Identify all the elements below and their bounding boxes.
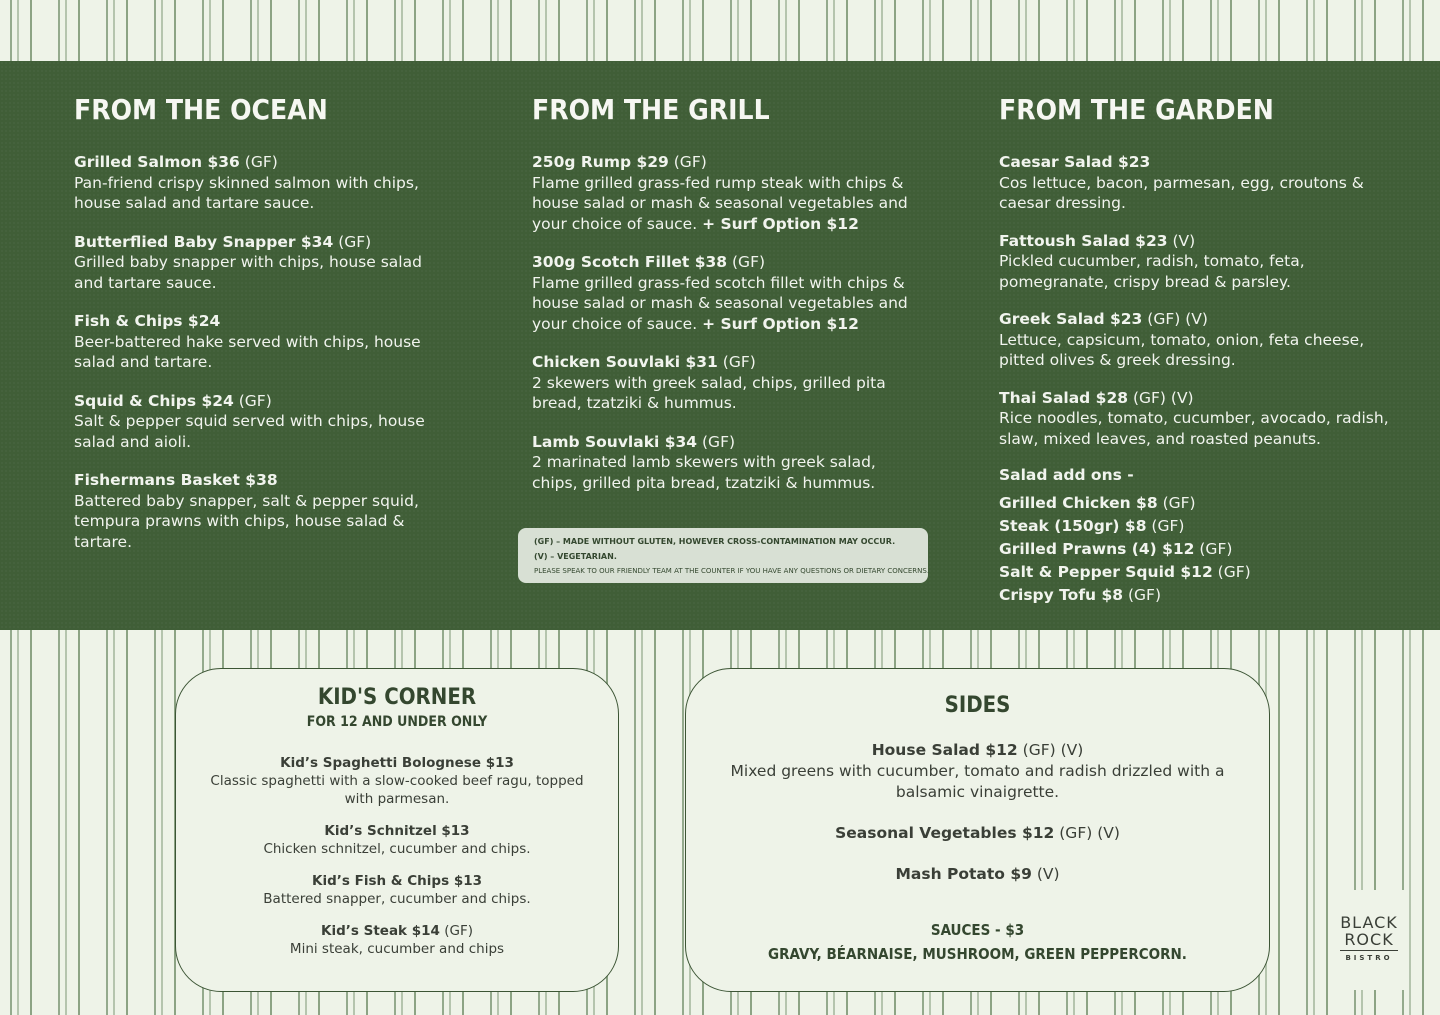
item-name: Kid’s Schnitzel $13 (324, 823, 470, 839)
addon-item (999, 561, 1399, 584)
addon-name: Grilled Chicken $8 (999, 494, 1158, 512)
item-desc: Pan-friend crispy skinned salmon with chips, house salad and tartare sauce. (74, 173, 419, 212)
note-v: (V) – VEGETARIAN. (534, 551, 617, 561)
item-tag: (GF) (439, 923, 473, 939)
grill-title: FROM THE GRILL (532, 93, 770, 126)
grill-section (532, 93, 922, 511)
item-desc: 2 skewers with greek salad, chips, grilled pita bread, tzatziki & hummus. (532, 373, 886, 412)
note-gf: (GF) – MADE WITHOUT GLUTEN, HOWEVER CROSS-CONTAMINATION MAY OCCUR. (534, 537, 896, 546)
sauces-title: SAUCES - $3 (930, 921, 1025, 939)
item-tag: (GF) (717, 353, 756, 371)
menu-item (999, 231, 1399, 293)
item-name: Lamb Souvlaki $34 (532, 432, 698, 451)
item-tag: (GF) (333, 232, 372, 251)
addon-name: Salt & Pepper Squid $12 (999, 563, 1213, 581)
item-tag: (GF) (697, 432, 736, 451)
sides-title: SIDES (944, 693, 1011, 718)
garden-section (999, 93, 1399, 607)
item-desc: Lettuce, capsicum, tomato, onion, feta cheese, pitted olives & greek dressing. (999, 330, 1365, 369)
item-name: House Salad $12 (871, 741, 1018, 759)
item-desc (532, 173, 922, 235)
item-name: Grilled Salmon $36 (74, 153, 240, 171)
item-name: Thai Salad $28 (999, 388, 1129, 407)
surf-option: + Surf Option $12 (702, 314, 859, 333)
kids-item (202, 822, 592, 858)
item-desc-text: Flame grilled grass-fed scotch fillet with chips & house salad or mash & seasonal vegetables and your choice of sauce. (532, 273, 908, 333)
item-desc: Battered baby snapper, salt & pepper squid, tempura prawns with chips, house salad & tartare. (74, 491, 419, 551)
menu-item (532, 352, 922, 414)
item-tag: (GF) (V) (1128, 388, 1194, 407)
item-tag: (GF) (239, 153, 278, 171)
sides-item (723, 823, 1233, 844)
addon-name: Steak (150gr) $8 (999, 517, 1147, 535)
addon-tag: (GF) (1146, 517, 1185, 535)
menu-item (532, 252, 922, 334)
menu-item (74, 232, 454, 294)
item-tag: (GF) (727, 253, 766, 271)
item-tag: (GF) (V) (1054, 824, 1120, 842)
item-name: Seasonal Vegetables $12 (835, 824, 1055, 842)
kids-subtitle: FOR 12 AND UNDER ONLY (306, 714, 488, 730)
item-name: Squid & Chips $24 (74, 391, 234, 410)
item-name: Kid’s Spaghetti Bolognese $13 (280, 755, 514, 771)
addon-item (999, 492, 1399, 515)
item-tag: (GF) (668, 153, 707, 171)
addon-item (999, 584, 1399, 607)
item-name: Fattoush Salad $23 (999, 231, 1168, 250)
surf-option: + Surf Option $12 (702, 214, 859, 233)
item-tag: (GF) (233, 391, 272, 410)
item-desc: Salt & pepper squid served with chips, house salad and aioli. (74, 412, 425, 451)
item-desc: Pickled cucumber, radish, tomato, feta, pomegranate, crispy bread & parsley. (999, 252, 1305, 291)
note-contact: PLEASE SPEAK TO OUR FRIENDLY TEAM AT THE COUNTER IF YOU HAVE ANY QUESTIONS OR DIETARY CONCERNS. (534, 567, 930, 575)
kids-item (202, 872, 592, 908)
addon-tag: (GF) (1194, 540, 1233, 558)
item-desc: Grilled baby snapper with chips, house salad and tartare sauce. (74, 253, 422, 292)
menu-item (999, 309, 1399, 371)
sides-item (723, 740, 1233, 803)
ocean-title: FROM THE OCEAN (74, 93, 328, 126)
item-name: Caesar Salad $23 (999, 153, 1151, 171)
logo-line-rock: ROCK (1344, 930, 1394, 949)
item-tag: (GF) (V) (1142, 310, 1208, 328)
addon-tag: (GF) (1123, 586, 1162, 604)
item-name: Kid’s Fish & Chips $13 (311, 873, 482, 889)
item-desc (532, 273, 922, 335)
kids-corner-card (175, 668, 619, 992)
menu-item (999, 388, 1399, 450)
item-name: Fish & Chips $24 (74, 312, 221, 330)
item-desc: Mini steak, cucumber and chips (289, 941, 505, 957)
addons-title: Salad add ons - (999, 466, 1134, 484)
item-desc: Cos lettuce, bacon, parmesan, egg, croutons & caesar dressing. (999, 173, 1364, 212)
item-name: 250g Rump $29 (532, 153, 669, 171)
item-desc: Mixed greens with cucumber, tomato and radish drizzled with a balsamic vinaigrette. (730, 762, 1225, 801)
black-rock-bistro-logo (1329, 890, 1409, 990)
menu-item (999, 152, 1399, 214)
item-desc: Rice noodles, tomato, cucumber, avocado, radish, slaw, mixed leaves, and roasted peanuts. (999, 409, 1389, 448)
addon-item (999, 538, 1399, 561)
item-tag: (V) (1167, 231, 1196, 250)
item-name: Fishermans Basket $38 (74, 471, 278, 489)
item-desc: Classic spaghetti with a slow-cooked beef ragu, topped with parmesan. (210, 773, 584, 807)
item-desc: Beer-battered hake served with chips, house salad and tartare. (74, 332, 421, 371)
dietary-note (518, 528, 928, 583)
garden-title: FROM THE GARDEN (999, 93, 1274, 126)
item-desc: Chicken schnitzel, cucumber and chips. (263, 841, 531, 857)
item-desc-text: Flame grilled grass-fed rump steak with chips & house salad or mash & seasonal vegetables and your choice of sauce. (532, 173, 908, 233)
item-name: Greek Salad $23 (999, 310, 1143, 328)
item-desc: Battered snapper, cucumber and chips. (263, 891, 531, 907)
item-name: 300g Scotch Fillet $38 (532, 253, 728, 271)
logo-line-black: BLACK (1340, 913, 1398, 932)
logo-rule (1340, 950, 1398, 951)
menu-item (74, 152, 454, 214)
menu-item (74, 470, 454, 552)
item-name: Kid’s Steak $14 (321, 923, 440, 939)
addon-tag: (GF) (1157, 494, 1196, 512)
ocean-section (74, 93, 454, 570)
item-tag: (GF) (V) (1017, 741, 1084, 759)
kids-title: KID'S CORNER (317, 685, 477, 710)
logo-line-bistro: BISTRO (1345, 954, 1393, 962)
kids-item (202, 922, 592, 958)
menu-item (532, 152, 922, 234)
sides-card (685, 668, 1270, 992)
item-name: Mash Potato $9 (895, 865, 1032, 883)
addon-tag: (GF) (1212, 563, 1251, 581)
menu-item (74, 311, 454, 373)
addon-name: Crispy Tofu $8 (999, 586, 1124, 604)
item-tag: (V) (1031, 865, 1060, 883)
item-desc: 2 marinated lamb skewers with greek salad, chips, grilled pita bread, tzatziki & hummus. (532, 453, 876, 492)
kids-item (202, 754, 592, 808)
menu-item (74, 391, 454, 453)
item-name: Butterflied Baby Snapper $34 (74, 232, 334, 251)
menu-item (532, 432, 922, 494)
sides-item (723, 864, 1233, 885)
item-name: Chicken Souvlaki $31 (532, 353, 718, 371)
addon-name: Grilled Prawns (4) $12 (999, 540, 1195, 558)
sauces-list: GRAVY, BÉARNAISE, MUSHROOM, GREEN PEPPERCORN. (768, 945, 1187, 963)
addon-item (999, 515, 1399, 538)
